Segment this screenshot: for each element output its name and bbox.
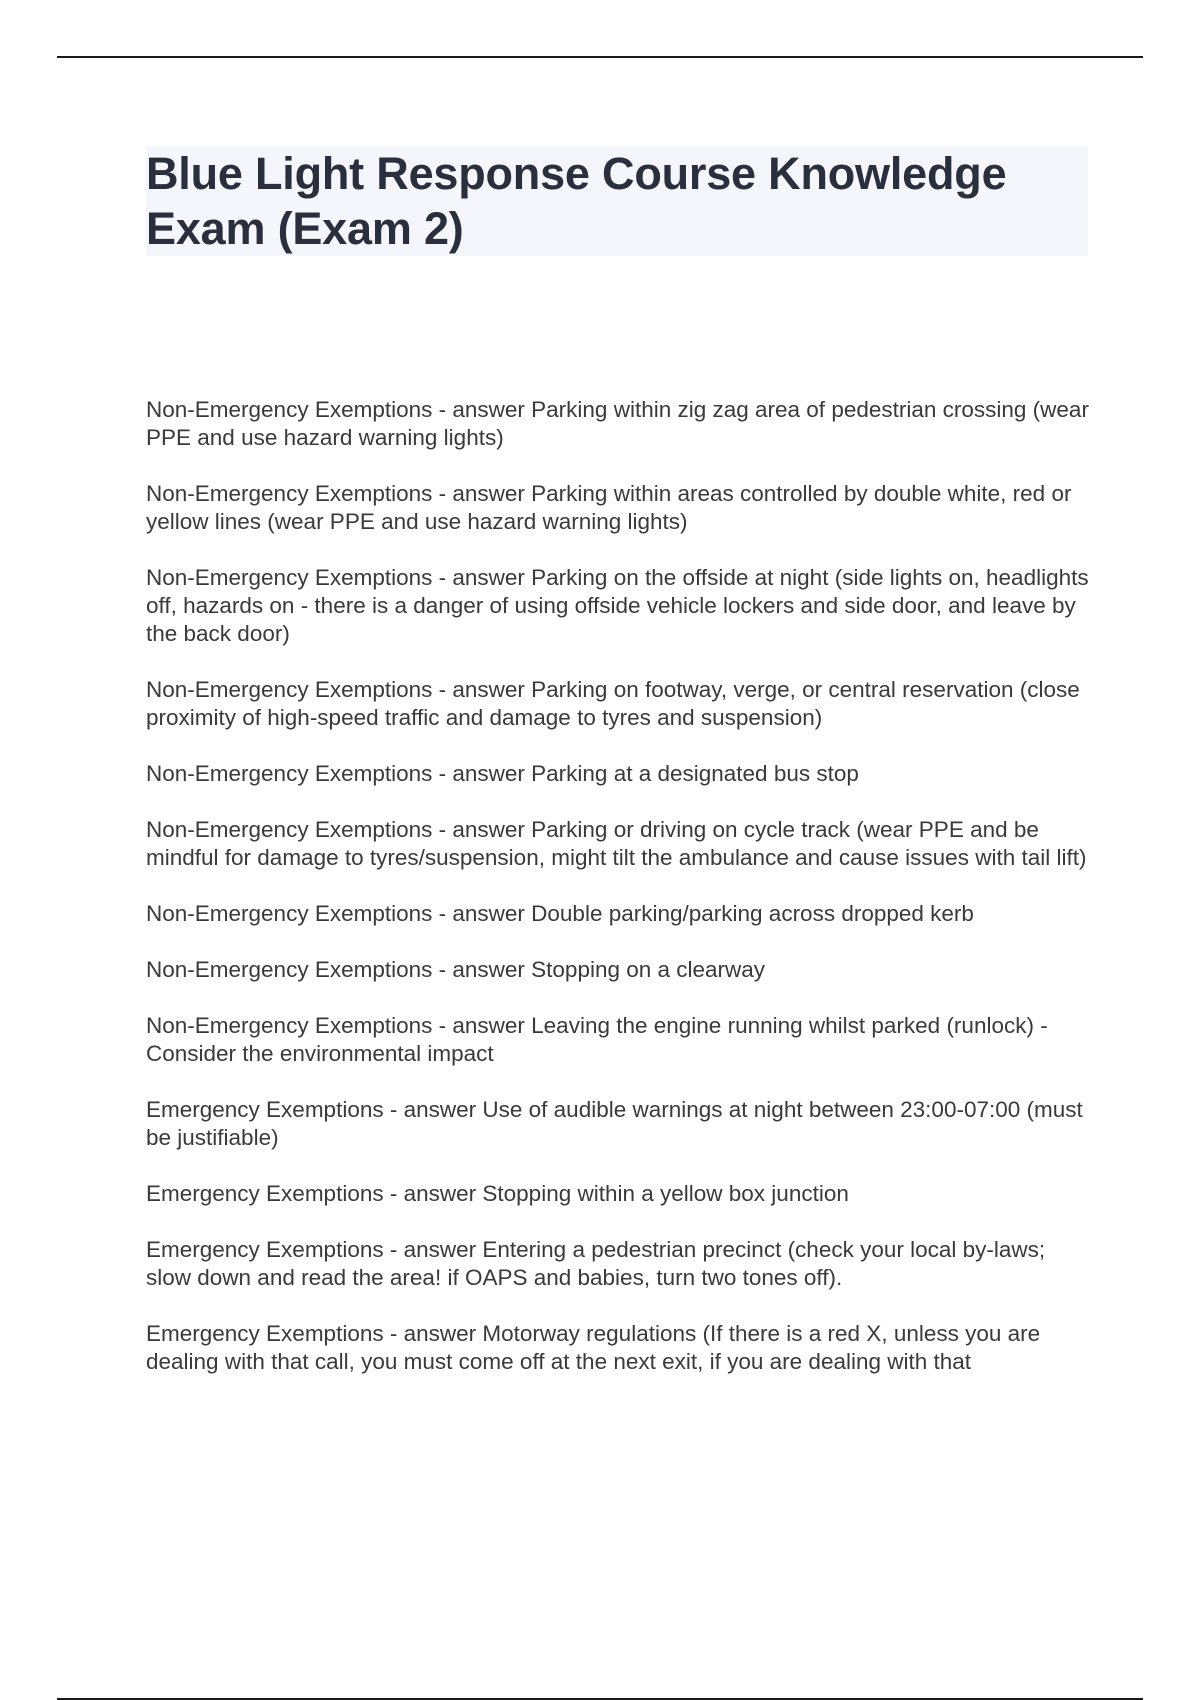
- qa-term: Non-Emergency Exemptions: [146, 901, 433, 926]
- qa-item: [146, 676, 1091, 732]
- qa-term: Emergency Exemptions: [146, 1097, 384, 1122]
- qa-separator: - answer: [432, 817, 532, 842]
- qa-term: Non-Emergency Exemptions: [146, 957, 433, 982]
- qa-separator: - answer: [383, 1097, 483, 1122]
- qa-term: Emergency Exemptions: [146, 1181, 384, 1206]
- qa-item: [146, 816, 1091, 872]
- qa-separator: - answer: [383, 1321, 483, 1346]
- qa-answer: Motorway regulations (If there is a red X, unless you are dealing with that call, you must come off at the next exit, if you are dealing with that: [146, 1321, 1041, 1374]
- qa-separator: - answer: [432, 565, 532, 590]
- qa-answer: Stopping within a yellow box junction: [482, 1181, 849, 1206]
- qa-term: Non-Emergency Exemptions: [146, 397, 433, 422]
- qa-answer: Entering a pedestrian precinct (check your local by-laws; slow down and read the area! if OAPS and babies, turn two tones off).: [146, 1237, 1046, 1290]
- qa-item: [146, 760, 1091, 788]
- qa-item: [146, 1012, 1091, 1068]
- top-divider: [57, 56, 1143, 58]
- qa-answer: Leaving the engine running whilst parked (runlock) - Consider the environmental impact: [146, 1013, 1048, 1066]
- qa-item: [146, 564, 1091, 648]
- qa-term: Non-Emergency Exemptions: [146, 761, 433, 786]
- qa-term: Non-Emergency Exemptions: [146, 481, 433, 506]
- title-block: [146, 146, 1088, 256]
- qa-item: [146, 956, 1091, 984]
- qa-separator: - answer: [383, 1181, 483, 1206]
- qa-separator: - answer: [432, 957, 532, 982]
- qa-separator: - answer: [432, 677, 532, 702]
- qa-answer: Parking within areas controlled by double white, red or yellow lines (wear PPE and use hazard warning lights): [146, 481, 1072, 534]
- qa-item: [146, 396, 1091, 452]
- qa-answer: Parking on the offside at night (side lights on, headlights off, hazards on - there is a danger of using offside vehicle lockers and side door, and leave by the back door): [146, 565, 1089, 646]
- qa-answer: Parking within zig zag area of pedestrian crossing (wear PPE and use hazard warning lights): [146, 397, 1089, 450]
- qa-answer: Stopping on a clearway: [531, 957, 766, 982]
- qa-answer: Use of audible warnings at night between 23:00-07:00 (must be justifiable): [146, 1097, 1083, 1150]
- qa-separator: - answer: [432, 761, 532, 786]
- qa-answer: Double parking/parking across dropped kerb: [531, 901, 974, 926]
- qa-term: Emergency Exemptions: [146, 1321, 384, 1346]
- qa-separator: - answer: [383, 1237, 483, 1262]
- qa-answer: Parking on footway, verge, or central reservation (close proximity of high-speed traffic and damage to tyres and suspension): [146, 677, 1080, 730]
- qa-term: Non-Emergency Exemptions: [146, 1013, 433, 1038]
- qa-list: [146, 396, 1091, 1404]
- qa-item: [146, 1180, 1091, 1208]
- qa-item: [146, 1096, 1091, 1152]
- qa-item: [146, 480, 1091, 536]
- qa-answer: Parking or driving on cycle track (wear PPE and be mindful for damage to tyres/suspension, might tilt the ambulance and cause issues with tail lift): [146, 817, 1087, 870]
- qa-term: Non-Emergency Exemptions: [146, 677, 433, 702]
- qa-item: [146, 900, 1091, 928]
- qa-term: Non-Emergency Exemptions: [146, 565, 433, 590]
- qa-answer: Parking at a designated bus stop: [531, 761, 859, 786]
- qa-separator: - answer: [432, 901, 532, 926]
- qa-item: [146, 1320, 1091, 1376]
- qa-term: Non-Emergency Exemptions: [146, 817, 433, 842]
- qa-separator: - answer: [432, 397, 532, 422]
- qa-separator: - answer: [432, 1013, 532, 1038]
- qa-item: [146, 1236, 1091, 1292]
- qa-separator: - answer: [432, 481, 532, 506]
- document-title: Blue Light Response Course Knowledge Exam (Exam 2): [146, 148, 1007, 254]
- qa-term: Emergency Exemptions: [146, 1237, 384, 1262]
